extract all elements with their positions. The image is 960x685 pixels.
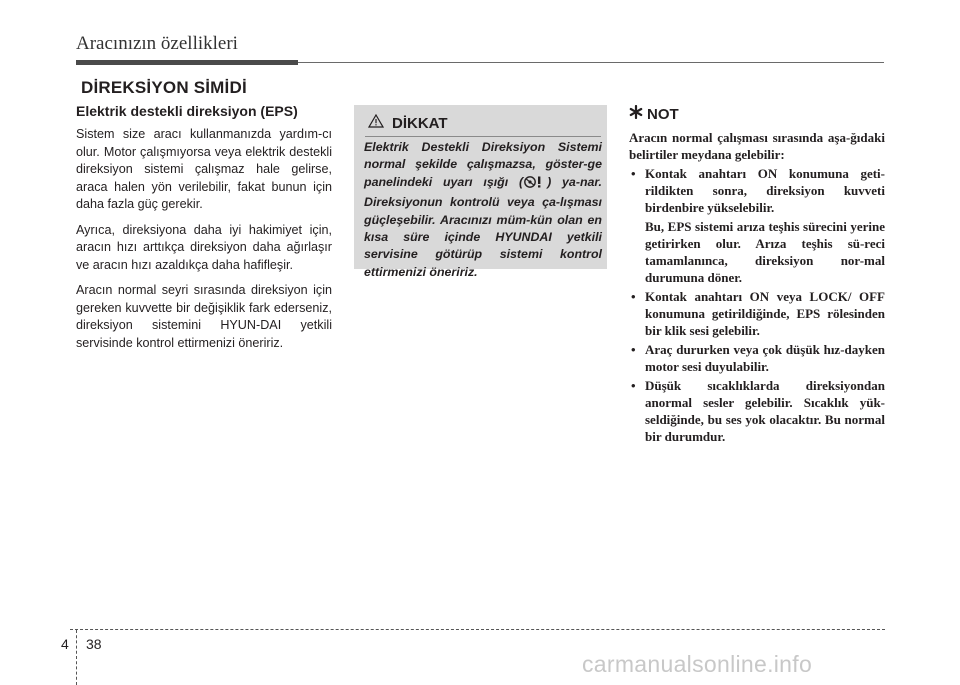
eps-heading: Elektrik destekli direksiyon (EPS) <box>76 103 298 119</box>
section-title: DİREKSİYON SİMİDİ <box>81 78 247 97</box>
eps-paragraph: Sistem size aracı kullanmanızda yardım-cı olur. Motor çalışmıyorsa veya elektrik destekli direksiyon sistemi çalışmaz hale gelirse, araca halen yön verilebilir, fakat bunun için daha fazla güç gerekir. <box>76 127 332 211</box>
note-item-extra: Bu, EPS sistemi arıza teşhis sürecini yerine getirirken olur. Arıza teşhis sü-reci tamamlanınca, direksiyon nor-mal durumuna döner. <box>645 219 885 285</box>
chapter-title: Aracınızın özellikleri <box>76 33 238 54</box>
note-title-text: NOT <box>647 105 679 123</box>
caution-text-part1: Elektrik Destekli Direksiyon Sistemi normal şekilde çalışmazsa, göster-ge panelindeki uyarı ışığı ( <box>364 140 602 189</box>
note-item-text: Kontak anahtarı ON veya LOCK/ OFF konumuna getirildiğinde, EPS rölesinden bir klik sesi gelebilir. <box>645 289 885 338</box>
caution-text <box>364 139 602 281</box>
eps-column <box>76 103 332 360</box>
caution-divider <box>365 136 601 137</box>
note-asterisk-icon <box>629 105 643 123</box>
note-column <box>629 105 885 447</box>
caution-text-part2: ) ya-nar. Direksiyonun kontrolü veya ça-lışması güçleşebilir. Aracınızı müm-kün olan en kısa süre içinde HYUNDAI yetkili servisine götürüp sistemi kontrol ettirmenizi öneririz. <box>364 174 602 279</box>
note-list <box>629 165 885 445</box>
eps-paragraph: Ayrıca, direksiyona daha iyi hakimiyet için, aracın hızı arttıkça direksiyon daha ağırlaşır ve aracın hızı azaldıkça daha hafifleşir. <box>76 222 332 272</box>
note-item-text: Düşük sıcaklıklarda direksiyondan anormal sesler gelebilir. Sıcaklık yük-seldiğinde, bu ses yok olacaktır. Bu normal bir durumdur. <box>645 378 885 444</box>
page-number: 38 <box>86 636 102 652</box>
note-item-text: Araç dururken veya çok düşük hız-dayken motor sesi duyulabilir. <box>645 342 885 374</box>
warning-triangle-icon <box>368 114 384 132</box>
caution-box <box>354 105 607 279</box>
note-title <box>629 105 885 123</box>
footer-divider <box>76 630 77 685</box>
eps-warning-lamp-icon <box>524 175 546 194</box>
header-rule <box>298 62 884 63</box>
watermark: carmanualsonline.info <box>582 651 813 677</box>
note-intro: Aracın normal çalışması sırasında aşa-ğıdaki belirtiler meydana gelebilir: <box>629 130 885 162</box>
note-item: • Kontak anahtarı ON veya LOCK/ OFF konumuna getirildiğinde, EPS rölesinden bir klik sesi gelebilir. <box>631 289 885 338</box>
note-item: • Araç dururken veya çok düşük hız-dayken motor sesi duyulabilir. <box>631 342 885 374</box>
eps-paragraph: Aracın normal seyri sırasında direksiyon için gereken kuvvette bir değişiklik fark ederseniz, direksiyon sistemini HYUN-DAI yetkili servisinde kontrol ettirmenizi öneririz. <box>76 283 332 350</box>
caution-title-text: DİKKAT <box>392 114 448 132</box>
footer-rule <box>70 629 885 630</box>
chapter-number: 4 <box>61 636 69 652</box>
note-item-text: Kontak anahtarı ON konumuna geti-rildikten sonra, direksiyon kuvveti birdenbire yükselebilir. <box>645 166 885 215</box>
note-item: • Düşük sıcaklıklarda direksiyondan anormal sesler gelebilir. Sıcaklık yük-seldiğinde, bu ses yok olacaktır. Bu normal bir durumdur. <box>631 378 885 444</box>
header-bar <box>76 60 298 65</box>
caution-title <box>368 114 448 132</box>
note-item: • Kontak anahtarı ON konumuna geti-rildikten sonra, direksiyon kuvveti birdenbire yükselebilir. Bu, EPS sistemi arıza teşhis sürecini yerine getirirken olur. Arıza teşhis sü-reci tamamlanınca, direksiyon nor-mal durumuna döner. <box>631 166 885 285</box>
